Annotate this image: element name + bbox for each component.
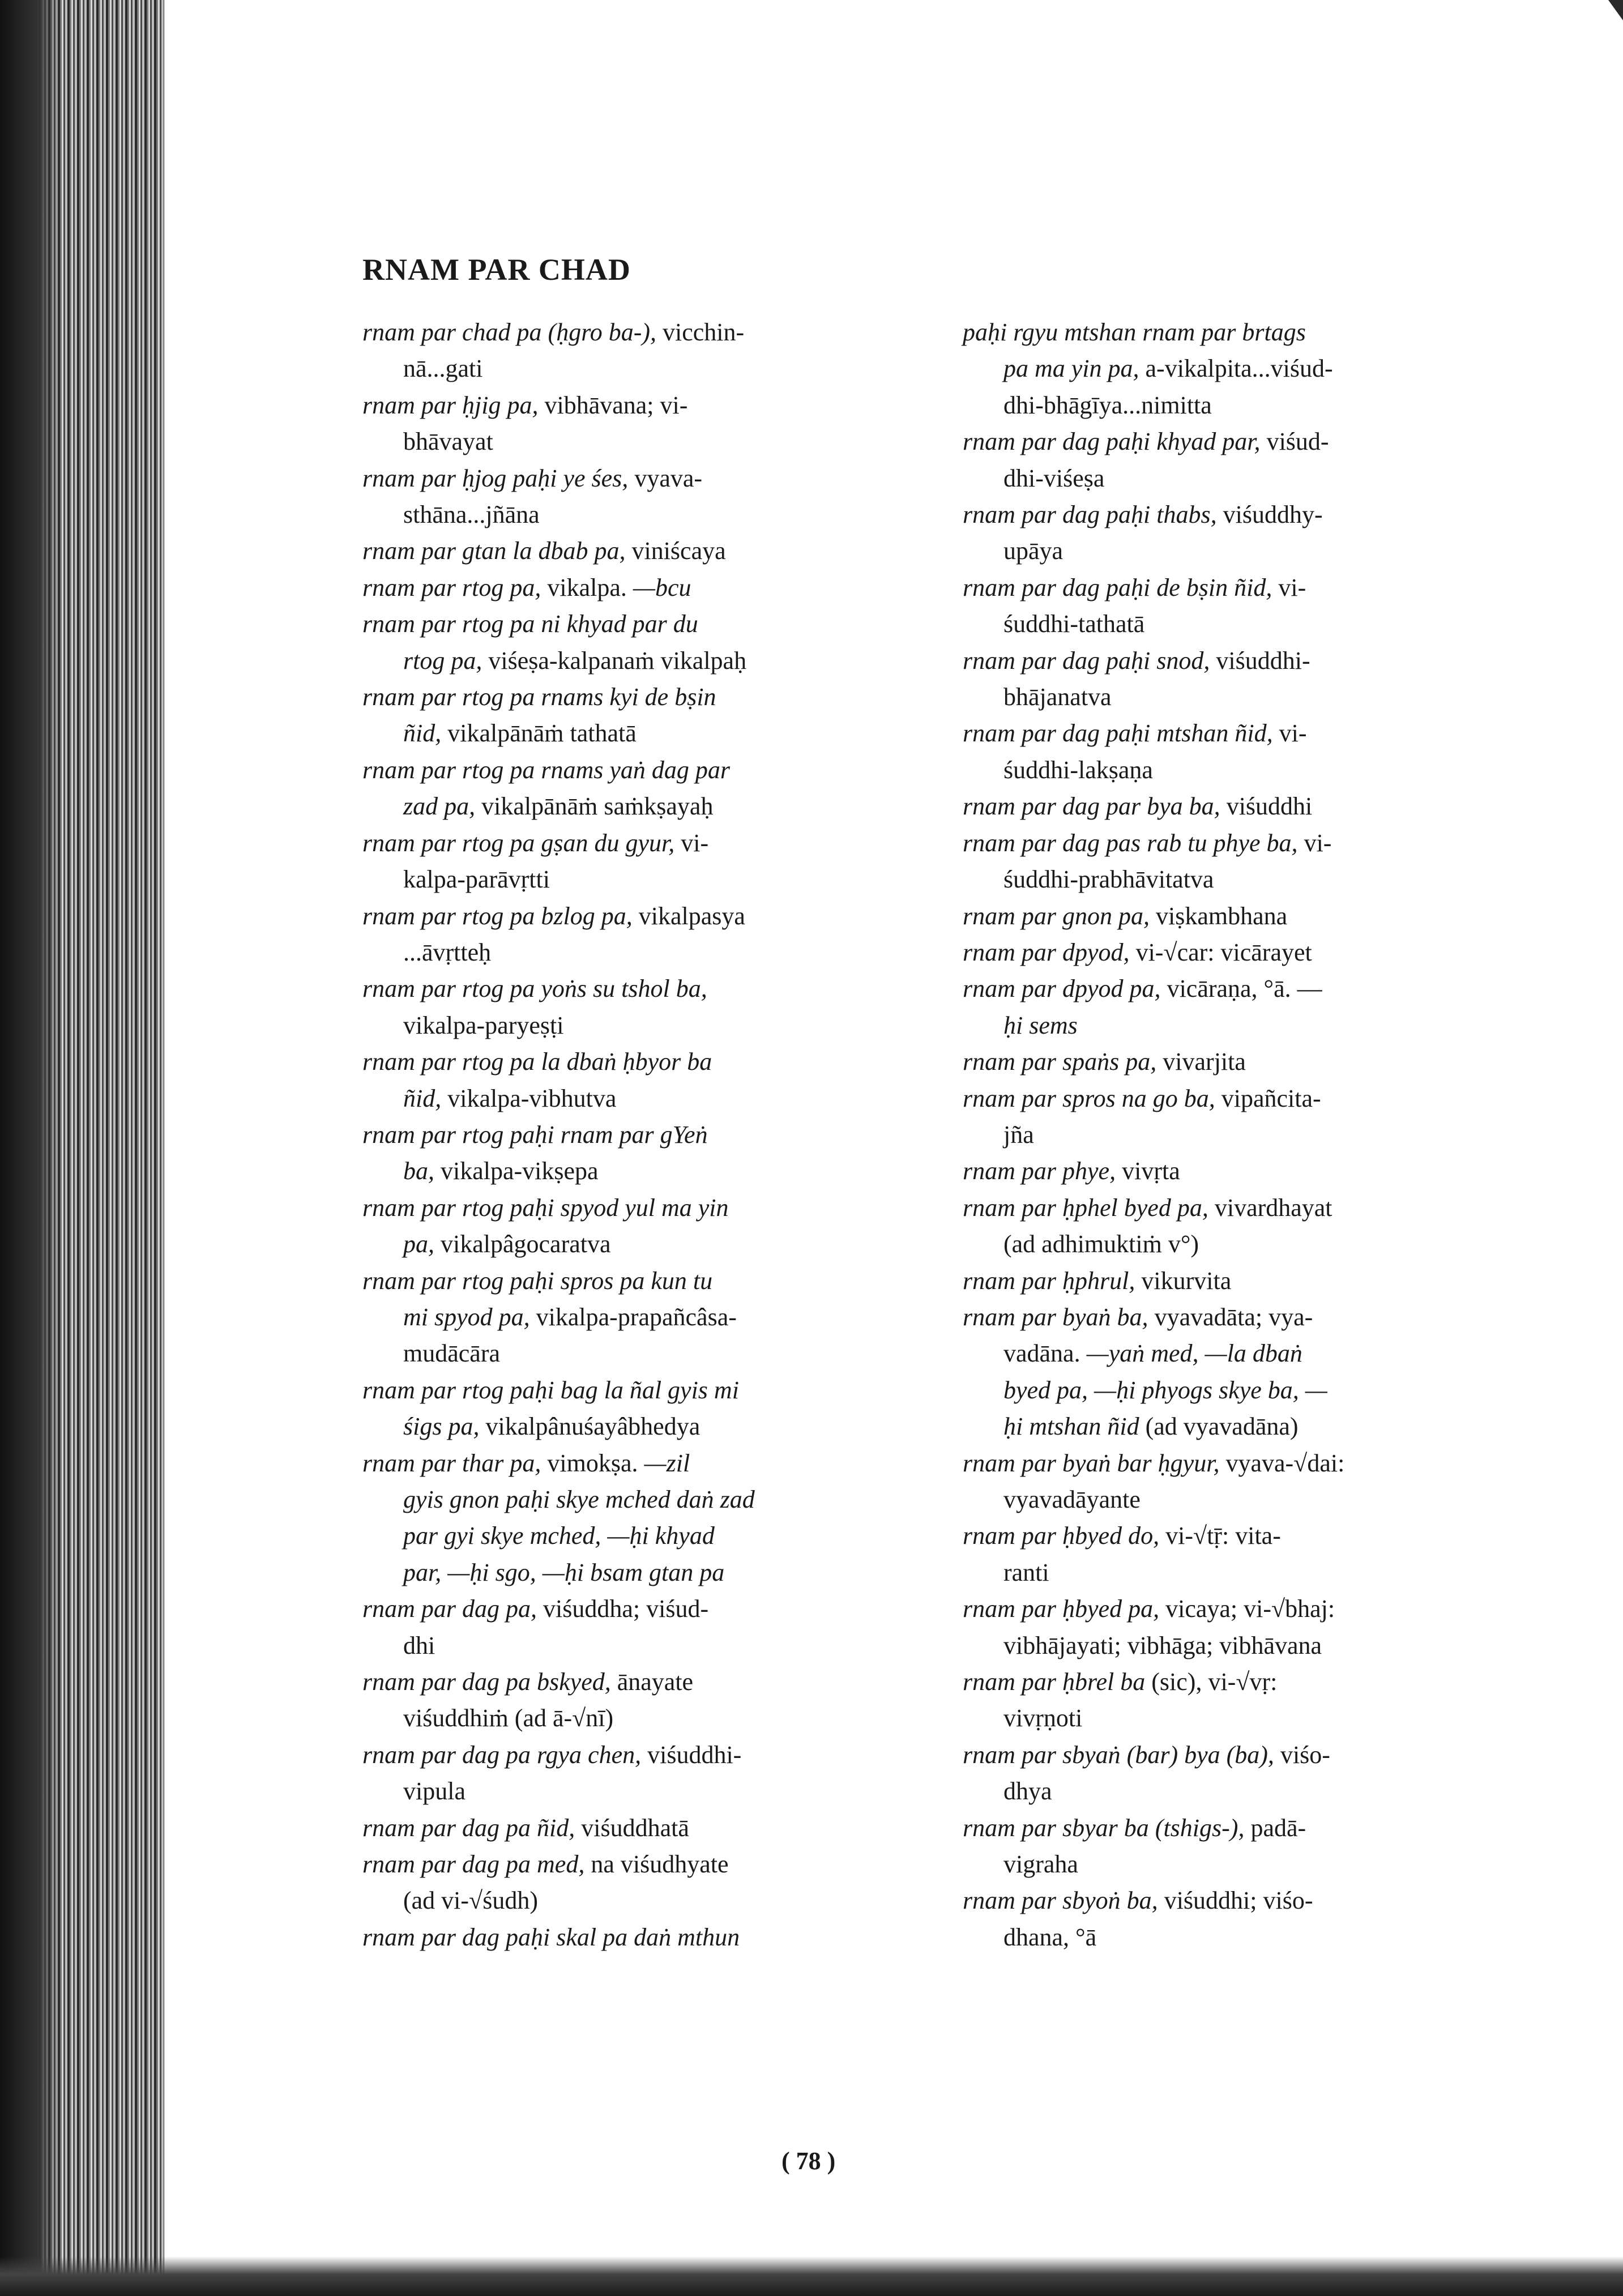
sanskrit-equivalent: vikalpa-vibhutva [441, 1084, 617, 1112]
dictionary-entry [963, 497, 1529, 570]
tibetan-term: mi spyod pa, [403, 1303, 530, 1331]
entry-line [963, 1591, 1529, 1627]
sanskrit-equivalent: vivardhayat [1208, 1193, 1332, 1222]
sanskrit-equivalent: vikalpānāṁ saṁkṣayaḥ [475, 792, 714, 821]
sanskrit-equivalent: vikalpa. [541, 573, 633, 601]
dictionary-entry [963, 971, 1529, 1044]
entry-line [963, 1299, 1529, 1335]
sanskrit-equivalent: vi-√car: vicārayet [1129, 938, 1312, 966]
entry-line [362, 606, 929, 642]
dictionary-entry [963, 934, 1529, 971]
tibetan-term: rnam par dag pa, [362, 1595, 537, 1623]
dictionary-entry [362, 1919, 929, 1956]
sanskrit-equivalent: vadāna. [1003, 1339, 1087, 1368]
entry-line [963, 825, 1529, 861]
dictionary-entry [963, 314, 1529, 424]
entry-line [963, 1190, 1529, 1226]
entry-line [362, 1810, 929, 1846]
entry-line [362, 971, 929, 1007]
tibetan-term: rnam par dag pa rgya chen, [362, 1740, 642, 1769]
entry-line [963, 1700, 1529, 1736]
tibetan-term: rnam par dag paḥi snod, [963, 646, 1210, 675]
dictionary-entry [362, 387, 929, 460]
sanskrit-equivalent: vi- [1297, 829, 1332, 857]
tibetan-term: rnam par ḥphrul, [963, 1266, 1135, 1295]
sanskrit-equivalent: dhi-bhāgīya...nimitta [1003, 391, 1212, 419]
dictionary-entry [362, 1737, 929, 1810]
sanskrit-equivalent: ranti [1003, 1558, 1049, 1586]
sanskrit-equivalent: vicāraṇa, °ā. — [1160, 975, 1322, 1003]
entry-line [963, 934, 1529, 971]
entry-line [362, 424, 929, 460]
tibetan-term: rnam par dag par bya ba, [963, 792, 1220, 821]
dictionary-entry [362, 898, 929, 971]
sanskrit-equivalent: bhāvayat [403, 428, 493, 456]
sanskrit-equivalent: vigraha [1003, 1850, 1078, 1879]
sanskrit-equivalent: (ad vyavadāna) [1139, 1412, 1299, 1441]
dictionary-entry [362, 606, 929, 679]
tibetan-term: rnam par phye, [963, 1157, 1116, 1185]
sanskrit-equivalent: nā...gati [403, 355, 483, 383]
tibetan-term: rnam par ḥbyed pa, [963, 1595, 1160, 1623]
tibetan-term: zad pa, [403, 792, 476, 821]
tibetan-term: ḥi sems [1003, 1011, 1078, 1039]
sanskrit-equivalent: vivarjita [1156, 1048, 1246, 1076]
entry-line [362, 533, 929, 569]
dictionary-entry [963, 1044, 1529, 1080]
tibetan-term: rnam par gtan la dbab pa, [362, 537, 626, 565]
entry-line [362, 497, 929, 533]
entry-line [362, 1117, 929, 1153]
entry-line [362, 1008, 929, 1044]
sanskrit-equivalent: vipula [403, 1777, 465, 1806]
sanskrit-equivalent: dhya [1003, 1777, 1052, 1806]
tibetan-term: rnam par gnon pa, [963, 902, 1150, 930]
tibetan-term: rnam par ḥjig pa, [362, 391, 539, 419]
tibetan-term: rnam par rtog pa ni khyad par du [362, 610, 698, 638]
entry-line [963, 1664, 1529, 1700]
entry-line [362, 1372, 929, 1409]
sanskrit-equivalent: vibhāvana; vi- [538, 391, 688, 419]
running-head: RNAM PAR CHAD [362, 253, 631, 287]
sanskrit-equivalent: viniścaya [625, 537, 726, 565]
entry-line [963, 314, 1529, 351]
dictionary-entry [963, 424, 1529, 497]
entry-line [362, 679, 929, 715]
page-number: ( 78 ) [781, 2147, 836, 2175]
dictionary-entry [963, 715, 1529, 788]
entry-line [963, 752, 1529, 788]
entry-line [963, 971, 1529, 1007]
entry-line [362, 715, 929, 752]
corner-mark [1608, 0, 1623, 20]
sanskrit-equivalent: vyavadāyante [1003, 1486, 1141, 1513]
sanskrit-equivalent: dhana, °ā [1003, 1923, 1097, 1951]
entry-line [963, 424, 1529, 460]
sanskrit-equivalent: dhi [403, 1631, 435, 1659]
sanskrit-equivalent: upāya [1003, 537, 1064, 565]
tibetan-term: rnam par rtog paḥi spyod yul ma yin [362, 1193, 729, 1222]
tibetan-term: rnam par sbyar ba (tshigs-), [963, 1813, 1245, 1842]
entry-line [963, 1409, 1529, 1445]
dictionary-entry [362, 1591, 929, 1664]
left-column [362, 314, 929, 1956]
dictionary-entry [362, 1664, 929, 1737]
tibetan-term: rnam par rtog pa la dbaṅ ḥbyor ba [362, 1048, 712, 1076]
dictionary-entry [362, 570, 929, 606]
entry-line [362, 1299, 929, 1335]
tibetan-term: gyis gnon paḥi skye mched daṅ zad [403, 1486, 755, 1513]
sanskrit-equivalent: viśeṣa-kalpanaṁ vikalpaḥ [482, 646, 747, 675]
entry-line [963, 1518, 1529, 1554]
dictionary-entry [963, 1153, 1529, 1189]
sanskrit-equivalent: viśuddhatā [575, 1813, 689, 1842]
entry-line [963, 1117, 1529, 1153]
tibetan-term: rnam par rtog pa gṣan du gyur, [362, 829, 675, 857]
entry-line [963, 1773, 1529, 1810]
tibetan-term: rnam par rtog pa yoṅs su tshol ba, [362, 975, 707, 1003]
tibetan-term: rnam par dag paḥi skal pa daṅ mthun [362, 1923, 740, 1951]
entry-line [963, 861, 1529, 898]
entry-line [963, 1226, 1529, 1262]
entry-line [362, 1044, 929, 1080]
sanskrit-equivalent: ...āvṛtteḥ [403, 938, 492, 966]
tibetan-term: rtog pa, [403, 646, 482, 675]
dictionary-entry [362, 752, 929, 825]
entry-line [963, 387, 1529, 424]
entry-line [963, 1008, 1529, 1044]
entry-line [963, 1737, 1529, 1773]
sanskrit-equivalent: viśuddhiṁ (ad ā-√nī) [403, 1704, 614, 1732]
tibetan-term: rnam par dag pas rab tu phye ba, [963, 829, 1298, 857]
entry-line [362, 1226, 929, 1262]
dictionary-entry [963, 570, 1529, 643]
tibetan-term: ñid, [403, 1084, 442, 1112]
entry-line [963, 1846, 1529, 1883]
tibetan-term: rnam par dag pa bskyed, [362, 1668, 611, 1696]
dictionary-entry [362, 1044, 929, 1117]
sanskrit-equivalent: viśuddha; viśud- [537, 1595, 709, 1623]
sanskrit-equivalent: vibhājayati; vibhāga; vibhāvana [1003, 1631, 1322, 1659]
entry-line [963, 1919, 1529, 1956]
entry-line [362, 1883, 929, 1919]
sanskrit-equivalent: dhi-viśeṣa [1003, 464, 1105, 492]
sanskrit-equivalent: viśuddhi [1220, 792, 1313, 821]
entry-line [362, 1153, 929, 1189]
sanskrit-equivalent: vikalpa-paryeṣṭi [403, 1011, 564, 1039]
dictionary-entry [362, 825, 929, 898]
tibetan-term: rnam par rtog paḥi rnam par gYeṅ [362, 1120, 708, 1149]
dictionary-entry [963, 1445, 1529, 1518]
tibetan-term: rnam par rtog pa, [362, 573, 541, 601]
entry-line [362, 1482, 929, 1518]
entry-line [963, 1445, 1529, 1482]
dictionary-entry [963, 643, 1529, 716]
tibetan-term: rnam par byaṅ ba, [963, 1303, 1148, 1331]
dictionary-entry [963, 1518, 1529, 1591]
sanskrit-equivalent: sthāna...jñāna [403, 501, 540, 529]
tibetan-term: pa, [403, 1230, 434, 1258]
sanskrit-equivalent: vi- [674, 829, 709, 857]
dictionary-entry [963, 1883, 1529, 1956]
entry-line [362, 1445, 929, 1482]
sanskrit-equivalent: (ad adhimuktiṁ v°) [1003, 1230, 1199, 1258]
dictionary-entry [963, 1299, 1529, 1445]
dictionary-entry [362, 314, 929, 387]
entry-line [963, 351, 1529, 387]
entry-line [362, 314, 929, 351]
entry-line [963, 1628, 1529, 1664]
tibetan-term: —bcu [633, 573, 691, 601]
dictionary-entry [362, 533, 929, 569]
sanskrit-equivalent: vivṛṇoti [1003, 1704, 1083, 1732]
sanskrit-equivalent: vicaya; vi-√bhaj: [1159, 1595, 1335, 1623]
entry-line [963, 1044, 1529, 1080]
entry-line [963, 1883, 1529, 1919]
dictionary-entry [362, 1810, 929, 1846]
entry-line [362, 1190, 929, 1226]
tibetan-term: rnam par dag pa ñid, [362, 1813, 575, 1842]
dictionary-entry [362, 1372, 929, 1445]
entry-line [362, 1773, 929, 1810]
entry-line [963, 1263, 1529, 1299]
entry-line [362, 788, 929, 825]
tibetan-term: par gyi skye mched, —ḥi khyad [403, 1522, 715, 1550]
tibetan-term: rnam par rtog pa rnams kyi de bṣin [362, 683, 716, 711]
entry-line [362, 1628, 929, 1664]
tibetan-term: rnam par dag paḥi mtshan ñid, [963, 719, 1273, 748]
sanskrit-equivalent: vyavadāta; vya- [1148, 1303, 1313, 1331]
entry-line [963, 679, 1529, 715]
tibetan-term: rnam par ḥbrel ba [963, 1668, 1146, 1696]
sanskrit-equivalent: a-vikalpita...viśud- [1139, 355, 1333, 383]
entry-line [362, 643, 929, 679]
entry-line [963, 1810, 1529, 1846]
tibetan-term: śigs pa, [403, 1412, 480, 1441]
sanskrit-equivalent: vikurvita [1135, 1266, 1232, 1295]
dictionary-entry [362, 1445, 929, 1591]
sanskrit-equivalent: ānayate [610, 1668, 694, 1696]
tibetan-term: par, —ḥi sgo, —ḥi bsam gtan pa [403, 1558, 725, 1586]
entry-line [362, 460, 929, 497]
entry-line [963, 497, 1529, 533]
entry-line [362, 351, 929, 387]
dictionary-entry [362, 1117, 929, 1190]
sanskrit-equivalent: viṣkambhana [1150, 902, 1288, 930]
sanskrit-equivalent: vi- [1272, 719, 1307, 748]
dictionary-entry [362, 1190, 929, 1263]
sanskrit-equivalent: vyava- [628, 464, 703, 492]
entry-line [362, 1664, 929, 1700]
entry-line [963, 1335, 1529, 1372]
sanskrit-equivalent: vyava-√dai: [1219, 1449, 1345, 1477]
entry-line [963, 1372, 1529, 1409]
right-column [963, 314, 1529, 1956]
tibetan-term: rnam par spaṅs pa, [963, 1048, 1157, 1076]
dictionary-entry [963, 825, 1529, 898]
tibetan-term: rnam par sbyaṅ (bar) bya (ba), [963, 1740, 1274, 1769]
tibetan-term: rnam par dag paḥi thabs, [963, 501, 1217, 529]
tibetan-term: rnam par dag paḥi khyad par, [963, 428, 1261, 456]
entry-line [963, 1482, 1529, 1518]
tibetan-term: rnam par byaṅ bar ḥgyur, [963, 1449, 1220, 1477]
tibetan-term: rnam par ḥbyed do, [963, 1522, 1160, 1550]
sanskrit-equivalent: vikalpa-prapañcâsa- [529, 1303, 737, 1331]
entry-line [963, 898, 1529, 934]
dictionary-entry [963, 1081, 1529, 1154]
sanskrit-equivalent: vikalpasya [632, 902, 745, 930]
sanskrit-equivalent: vi- [1272, 573, 1306, 601]
tibetan-term: rnam par spros na go ba, [963, 1084, 1215, 1112]
entry-line [963, 643, 1529, 679]
entry-line [362, 570, 929, 606]
entry-line [362, 1737, 929, 1773]
entry-line [362, 387, 929, 424]
entry-line [362, 1081, 929, 1117]
tibetan-term: rnam par rtog paḥi spros pa kun tu [362, 1266, 713, 1295]
sanskrit-equivalent: viśuddhy- [1216, 501, 1323, 529]
entry-line [362, 898, 929, 934]
book-page-edge [0, 0, 164, 2296]
dictionary-entry [963, 898, 1529, 934]
entry-line [963, 460, 1529, 497]
sanskrit-equivalent: vikalpa-vikṣepa [434, 1157, 599, 1185]
tibetan-term: rnam par dag paḥi de bṣin ñid, [963, 573, 1272, 601]
sanskrit-equivalent: (sic), vi-√vṛ: [1145, 1668, 1278, 1696]
entry-line [963, 606, 1529, 642]
dictionary-entry [362, 679, 929, 752]
tibetan-term: rnam par thar pa, [362, 1449, 541, 1477]
sanskrit-equivalent: viśuddhi- [1210, 646, 1310, 675]
dictionary-entry [963, 1737, 1529, 1810]
entry-line [362, 1263, 929, 1299]
sanskrit-equivalent: vikalpānāṁ tathatā [441, 719, 637, 748]
entry-line [362, 752, 929, 788]
tibetan-term: rnam par ḥjog paḥi ye śes, [362, 464, 629, 492]
entry-line [963, 715, 1529, 752]
sanskrit-equivalent: vikalpânuśayâbhedya [479, 1412, 701, 1441]
sanskrit-equivalent: viśuddhi; viśo- [1158, 1887, 1313, 1915]
sanskrit-equivalent: (ad vi-√śudh) [403, 1887, 538, 1915]
entry-line [362, 1591, 929, 1627]
entry-line [362, 934, 929, 971]
sanskrit-equivalent: bhājanatva [1003, 683, 1112, 711]
entry-line [362, 1700, 929, 1736]
tibetan-term: rnam par dag pa med, [362, 1850, 585, 1879]
tibetan-term: rnam par ḥphel byed pa, [963, 1193, 1208, 1222]
sanskrit-equivalent: vikalpâgocaratva [434, 1230, 611, 1258]
dictionary-entry [963, 1810, 1529, 1883]
tibetan-term: byed pa, —ḥi phyogs skye ba, — [1003, 1376, 1327, 1404]
tibetan-term: rnam par rtog pa bzlog pa, [362, 902, 633, 930]
sanskrit-equivalent: kalpa-parāvṛtti [403, 865, 550, 894]
entry-line [362, 1555, 929, 1591]
tibetan-term: rnam par rtog paḥi bag la ñal gyis mi [362, 1376, 739, 1404]
dictionary-entry [362, 1263, 929, 1372]
bottom-shadow [0, 2256, 1623, 2296]
tibetan-term: rnam par rtog pa rnams yaṅ dag par [362, 756, 731, 784]
sanskrit-equivalent: śuddhi-tathatā [1003, 610, 1145, 638]
tibetan-term: pa ma yin pa, [1003, 355, 1139, 383]
entry-line [362, 825, 929, 861]
dictionary-entry [362, 460, 929, 534]
tibetan-term: rnam par chad pa (ḥgro ba-), [362, 318, 656, 346]
sanskrit-equivalent: na viśudhyate [584, 1850, 729, 1879]
sanskrit-equivalent: padā- [1244, 1813, 1306, 1842]
tibetan-term: rnam par dpyod, [963, 938, 1130, 966]
entry-line [963, 533, 1529, 569]
dictionary-entry [362, 971, 929, 1044]
sanskrit-equivalent: jña [1003, 1120, 1034, 1149]
sanskrit-equivalent: viśo- [1274, 1740, 1330, 1769]
sanskrit-equivalent: vi-√tṝ: vita- [1159, 1522, 1281, 1550]
tibetan-term: —zil [644, 1449, 690, 1477]
tibetan-term: ba, [403, 1157, 434, 1185]
tibetan-term: rnam par dpyod pa, [963, 975, 1161, 1003]
tibetan-term: ḥi mtshan ñid [1003, 1412, 1139, 1441]
sanskrit-equivalent: vipañcita- [1215, 1084, 1321, 1112]
dictionary-entry [963, 1190, 1529, 1263]
dictionary-entry [963, 1591, 1529, 1664]
dictionary-entry [963, 1664, 1529, 1737]
tibetan-term: —yaṅ med, —la dbaṅ [1086, 1339, 1302, 1368]
sanskrit-equivalent: vicchin- [656, 318, 745, 346]
entry-line [963, 788, 1529, 825]
sanskrit-equivalent: śuddhi-prabhāvitatva [1003, 865, 1214, 894]
entry-line [362, 1518, 929, 1554]
entry-line [362, 1409, 929, 1445]
tibetan-term: paḥi rgyu mtshan rnam par brtags [963, 318, 1306, 346]
dictionary-entry [963, 1263, 1529, 1299]
entry-line [362, 861, 929, 898]
dictionary-entry [362, 1846, 929, 1919]
entry-line [362, 1846, 929, 1883]
entry-line [963, 570, 1529, 606]
entry-line [362, 1335, 929, 1372]
entry-line [963, 1153, 1529, 1189]
tibetan-term: ñid, [403, 719, 442, 748]
sanskrit-equivalent: śuddhi-lakṣaṇa [1003, 756, 1153, 784]
sanskrit-equivalent: mudācāra [403, 1339, 500, 1368]
entry-line [963, 1555, 1529, 1591]
tibetan-term: rnam par sbyoṅ ba, [963, 1887, 1158, 1915]
sanskrit-equivalent: vivṛta [1116, 1157, 1180, 1185]
entry-line [362, 1919, 929, 1956]
entry-line [963, 1081, 1529, 1117]
dictionary-entry [963, 788, 1529, 825]
sanskrit-equivalent: vimokṣa. [541, 1449, 644, 1477]
sanskrit-equivalent: viśud- [1260, 428, 1329, 456]
sanskrit-equivalent: viśuddhi- [641, 1740, 742, 1769]
